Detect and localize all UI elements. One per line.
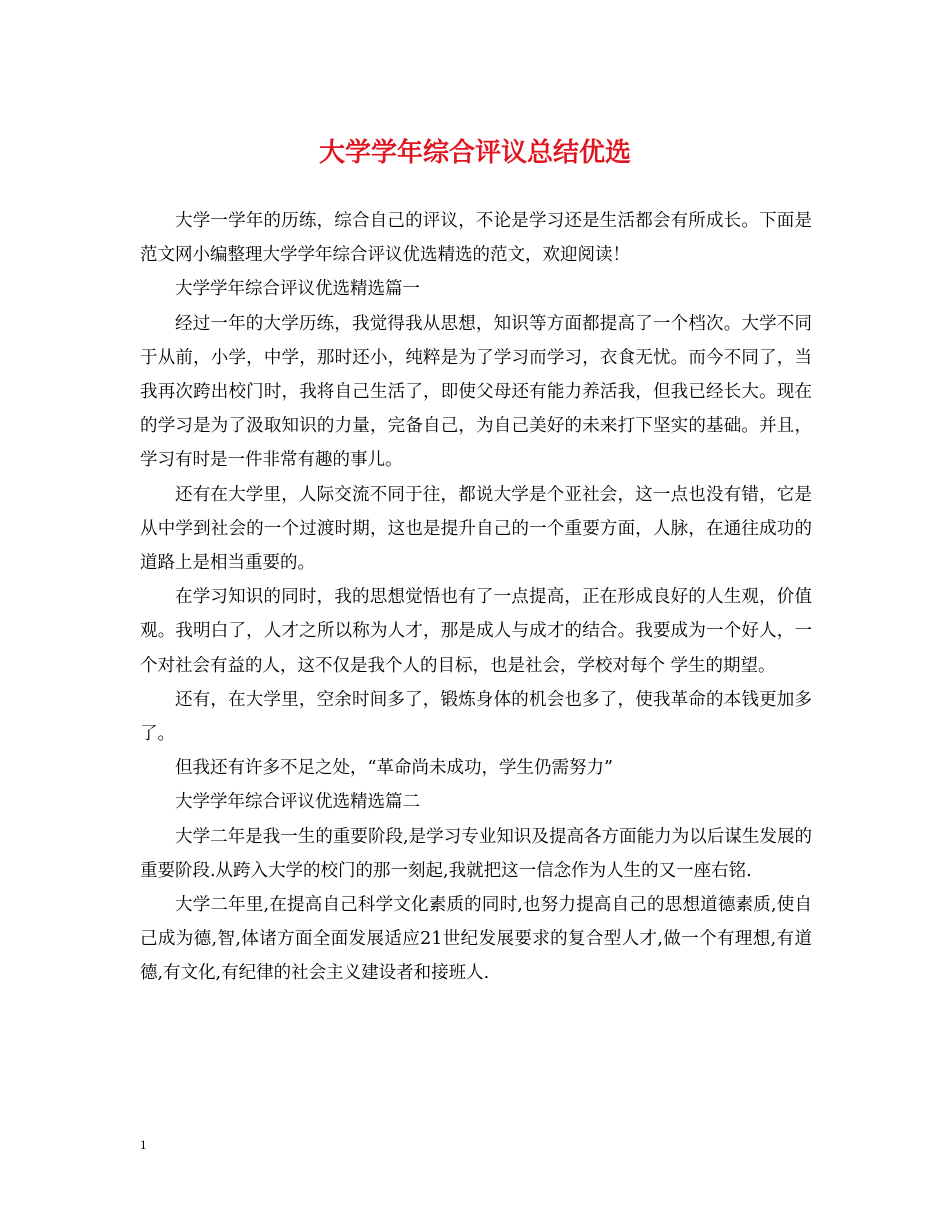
- body-paragraph: 经过一年的大学历练，我觉得我从思想，知识等方面都提高了一个档次。大学不同于从前，小学，中学，那时还小，纯粹是为了学习而学习，衣食无忧。而今不同了，当我再次跨出校门时，我将自己生活了，即使父母还有能力养活我，但我已经长大。现在的学习是为了汲取知识的力量，完备自己，为自己美好的未来打下坚实的基础。并且，学习有时是一件非常有趣的事儿。: [140, 313, 812, 471]
- body-paragraph: 在学习知识的同时，我的思想觉悟也有了一点提高，正在形成良好的人生观，价值观。我明白了，人才之所以称为人才，那是成人与成才的结合。我要成为一个好人，一个对社会有益的人，这不仅是我个人的目标，也是社会，学校对每个 学生的期望。: [140, 587, 812, 676]
- section-heading-1: 大学学年综合评议优选精选篇一: [175, 279, 420, 300]
- document-body: [140, 204, 812, 991]
- body-paragraph: 大学二年是我一生的重要阶段,是学习专业知识及提高各方面能力为以后谋生发展的重要阶段.从跨入大学的校门的那一刻起,我就把这一信念作为人生的又一座右铭.: [140, 826, 812, 881]
- page-number: 1: [140, 1137, 147, 1152]
- document-title: 大学学年综合评议总结优选: [318, 138, 631, 168]
- body-paragraph: 还有在大学里，人际交流不同于往，都说大学是个亚社会，这一点也没有错，它是从中学到社会的一个过渡时期，这也是提升自己的一个重要方面，人脉，在通往成功的道路上是相当重要的。: [140, 484, 812, 574]
- body-paragraph: 但我还有许多不足之处，“革命尚未成功，学生仍需努力”: [175, 758, 613, 779]
- intro-paragraph: 大学一学年的历练，综合自己的评议，不论是学习还是生活都会有所成长。下面是范文网小编整理大学学年综合评议优选精选的范文，欢迎阅读！: [140, 211, 812, 266]
- body-paragraph: 大学二年里,在提高自己科学文化素质的同时,也努力提高自己的思想道德素质,使自己成为德,智,体诸方面全面发展适应21世纪发展要求的复合型人才,做一个有理想,有道德,有文化,有纪律的社会主义建设者和接班人.: [140, 895, 812, 984]
- body-paragraph: 还有，在大学里，空余时间多了，锻炼身体的机会也多了，使我革命的本钱更加多了。: [140, 689, 812, 745]
- section-heading-2: 大学学年综合评议优选精选篇二: [175, 792, 420, 813]
